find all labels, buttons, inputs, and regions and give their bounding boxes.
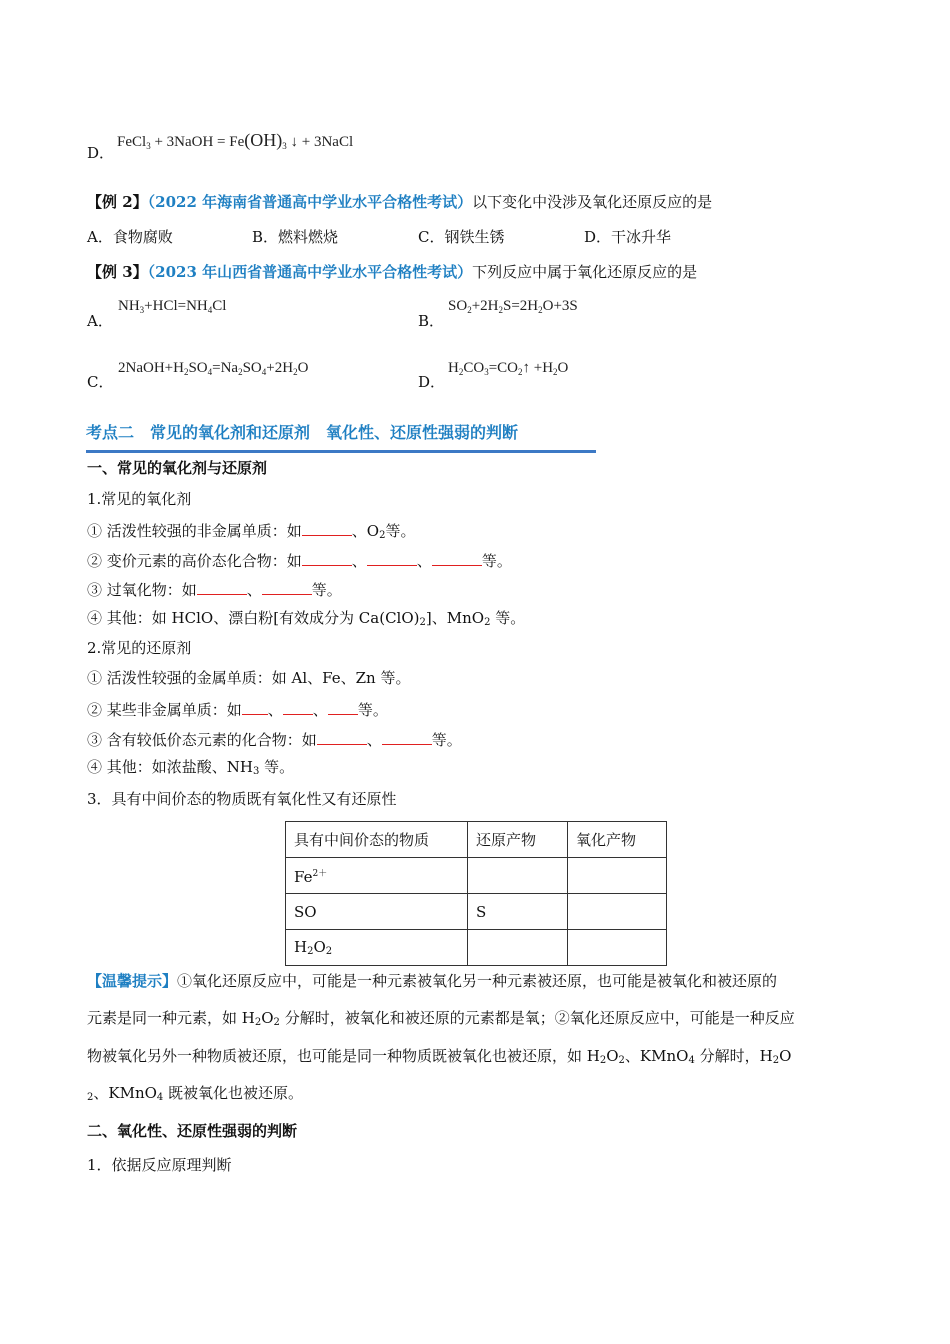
answer-blank[interactable] (328, 698, 358, 715)
option-d-label: D． (87, 144, 115, 162)
reductant-item-3: ③ 含有较低价态元素的化合物：如 、 等。 (87, 728, 462, 750)
example-3-stem: 【例 3】（2023 年山西省普通高中学业水平合格性考试）下列反应中属于氧化还原反应的是 (87, 263, 698, 281)
answer-blank[interactable] (367, 549, 417, 566)
answer-blank[interactable] (382, 728, 432, 745)
table-cell[interactable] (568, 858, 667, 894)
judgement-method-1: 1．依据反应原理判断 (87, 1156, 232, 1174)
reductants-title: 2.常见的还原剂 (87, 639, 192, 657)
table-cell: $Fe^{2+}$ (286, 858, 468, 894)
table-row (286, 822, 667, 858)
answer-blank[interactable] (302, 519, 352, 536)
oxidant-item-4: ④ 其他：如 HClO、漂白粉[有效成分为 $Ca(ClO)_2$]、MnO$_2$ 等。 (87, 609, 526, 628)
answer-blank[interactable] (317, 728, 367, 745)
intermediate-valence-table (285, 821, 667, 966)
table-row (286, 858, 667, 894)
oxidant-item-2: ② 变价元素的高价态化合物：如 、 、 等。 (87, 549, 512, 571)
section-heading: 考点二 常见的氧化剂和还原剂 氧化性、还原性强弱的判断 (86, 423, 519, 442)
answer-blank[interactable] (242, 698, 268, 715)
heading-underline (86, 450, 596, 453)
example-2-option-c[interactable]: C．钢铁生锈 (418, 228, 505, 246)
table-row (286, 930, 667, 966)
example-2-stem: 【例 2】（2022 年海南省普通高中学业水平合格性考试）以下变化中没涉及氧化还原反应的是 (87, 193, 713, 211)
example-3-option-b-label[interactable]: B． (418, 312, 445, 330)
oxidant-item-3: ③ 过氧化物：如 、 等。 (87, 578, 342, 600)
tip-line-1: 【温馨提示】①氧化还原反应中，可能是一种元素被氧化另一种元素被还原，也可能是被氧化和被还原的 (87, 972, 778, 990)
answer-blank[interactable] (262, 578, 312, 595)
reductant-item-4: ④ 其他：如浓盐酸、$NH_3$ 等。 (87, 758, 295, 777)
example-2-option-d[interactable]: D．干冰升华 (584, 228, 672, 246)
tip-line-4: $_2$、KMnO$_4$ 既被氧化也被还原。 (87, 1084, 304, 1103)
example-3-option-a-label[interactable]: A． (87, 312, 113, 330)
tip-line-3: 物被氧化另外一种物质被还原，也可能是同一种物质既被氧化也被还原，如 $H_2O_2$、KMnO$_4$ 分解时，$H_2O$ (87, 1047, 792, 1066)
table-cell[interactable] (468, 930, 568, 966)
example-3-equation-a: $NH_3+HCl=NH_4Cl$ (118, 298, 227, 315)
oxidants-title: 1.常见的氧化剂 (87, 490, 192, 508)
table-header: 具有中间价态的物质 (286, 822, 468, 858)
table-header: 氧化产物 (568, 822, 667, 858)
example-3-equation-d: $H_2CO_3=CO_2↑ +H_2O$ (448, 360, 569, 377)
answer-blank[interactable] (283, 698, 313, 715)
fecl3-equation: FeCl$_3$ + 3NaOH = $Fe(OH)_3$ ↓ + 3NaCl (117, 130, 354, 151)
reductant-item-2: ② 某些非金属单质：如 、 、 等。 (87, 698, 388, 720)
tip-line-2: 元素是同一种元素，如 $H_2O_2$ 分解时，被氧化和被还原的元素都是氧；②氧化还原反应中，可能是一种反应 (87, 1009, 795, 1028)
answer-blank[interactable] (432, 549, 482, 566)
table-cell[interactable] (568, 894, 667, 930)
answer-blank[interactable] (302, 549, 352, 566)
table-header: 还原产物 (468, 822, 568, 858)
table-cell[interactable] (468, 858, 568, 894)
example-3-equation-b: $SO_2+2H_2S=2H_2O+3S$ (448, 298, 578, 315)
example-3-option-c-label[interactable]: C． (87, 373, 114, 391)
table-cell: S (468, 894, 568, 930)
table-row (286, 894, 667, 930)
answer-blank[interactable] (197, 578, 247, 595)
oxidant-item-1: ① 活泼性较强的非金属单质：如 、$O_2$等。 (87, 519, 415, 546)
example-2-option-a[interactable]: A．食物腐败 (87, 228, 173, 246)
table-cell: SO (286, 894, 468, 930)
reductant-item-1: ① 活泼性较强的金属单质：如 Al、Fe、Zn 等。 (87, 669, 411, 687)
table-cell[interactable] (568, 930, 667, 966)
subheading-strength-judgement: 二、氧化性、还原性强弱的判断 (87, 1122, 298, 1140)
intermediate-valence-title: 3．具有中间价态的物质既有氧化性又有还原性 (87, 790, 397, 808)
table-cell: $H_2O_2$ (286, 930, 468, 966)
example-3-option-d-label[interactable]: D． (418, 373, 446, 391)
example-3-equation-c: $2NaOH+H_2SO_4=Na_2SO_4+2H_2O$ (118, 360, 309, 377)
subheading-oxidants-reductants: 一、常见的氧化剂与还原剂 (87, 459, 268, 477)
example-2-option-b[interactable]: B．燃料燃烧 (252, 228, 339, 246)
